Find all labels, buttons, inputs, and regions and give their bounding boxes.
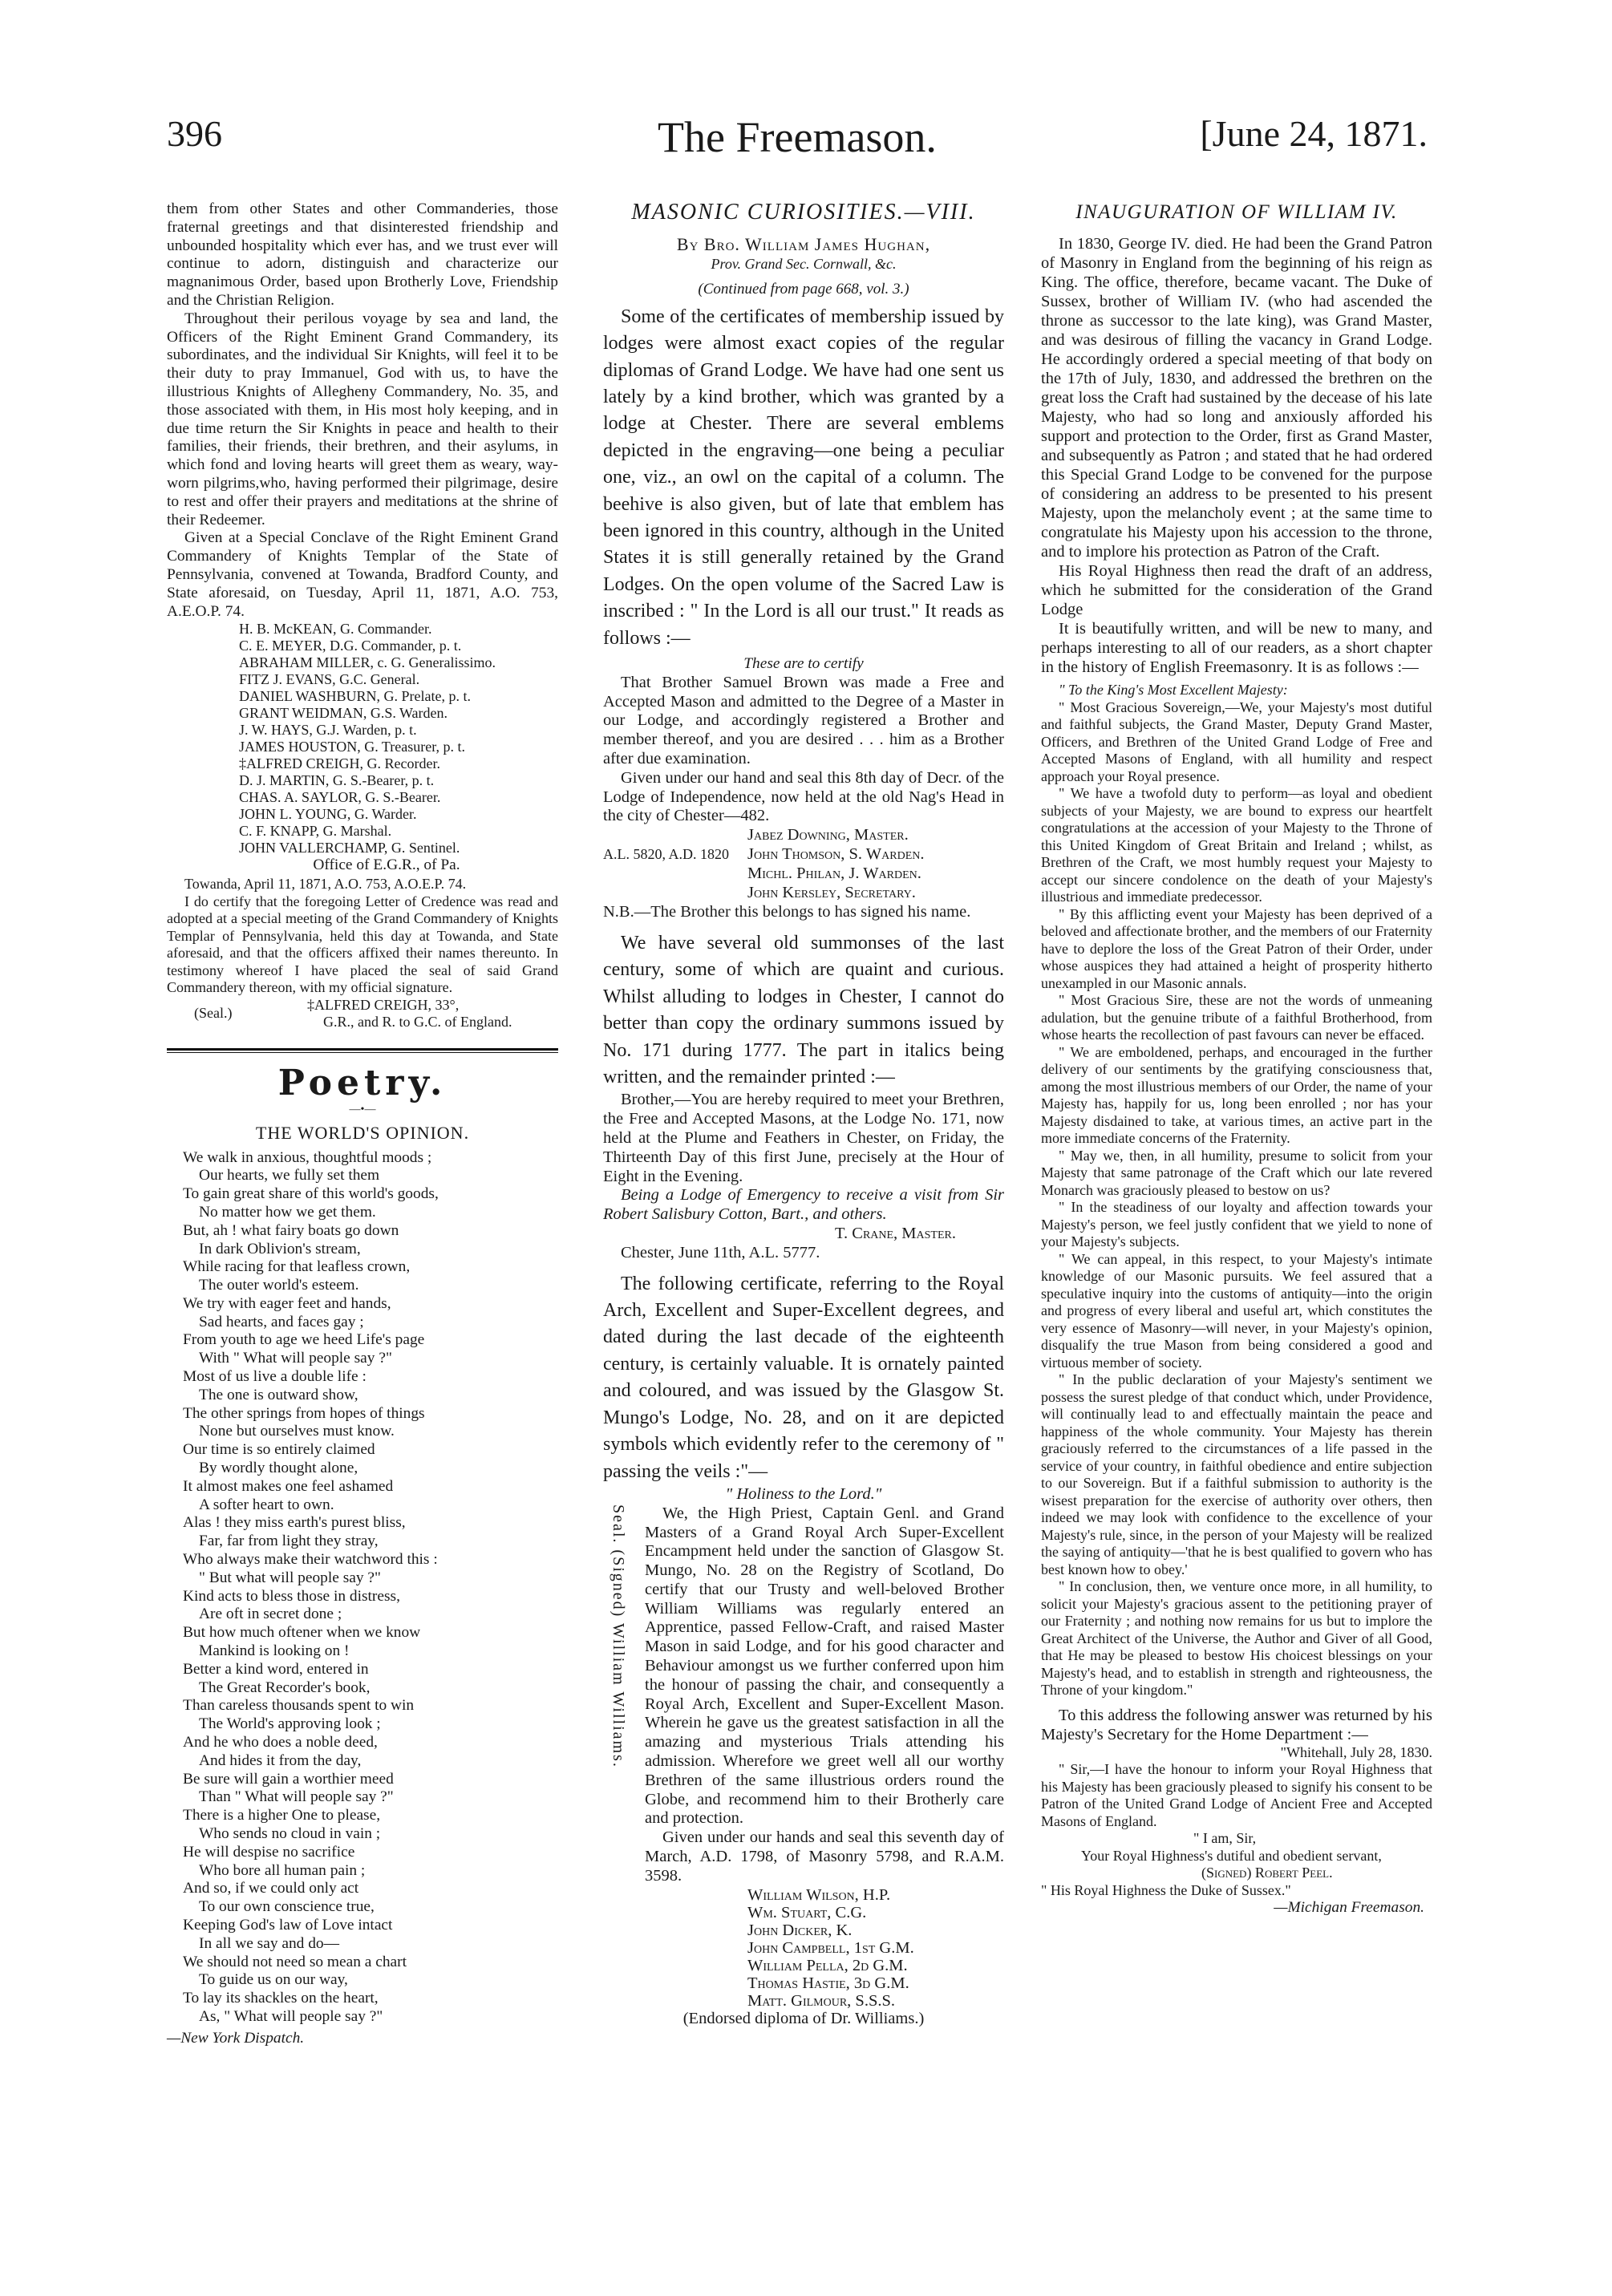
signatory: DANIEL WASHBURN, G. Prelate, p. t. — [239, 688, 471, 705]
column-2 — [603, 200, 1004, 2028]
poem-line: A softer heart to own. — [199, 1496, 334, 1513]
byline-affiliation: Prov. Grand Sec. Cornwall, &c. — [711, 256, 897, 272]
signatory: H. B. McKEAN, G. Commander. — [239, 621, 432, 638]
poem-line: In dark Oblivion's stream, — [199, 1240, 361, 1257]
signatory: FITZ J. EVANS, G.C. General. — [239, 671, 420, 688]
poem-line: Who bore all human pain ; — [199, 1861, 366, 1879]
signatory: JOHN L. YOUNG, G. Warder. — [239, 806, 417, 823]
address-heading: " To the King's Most Excellent Majesty: — [1059, 682, 1288, 698]
certificate-date: A.L. 5820, A.D. 1820 — [603, 846, 729, 863]
letter-signature: (Signed) Robert Peel. — [1201, 1865, 1333, 1881]
office-line: Office of E.G.R., of Pa. — [313, 856, 460, 874]
poem-line: And hides it from the day, — [199, 1751, 362, 1769]
summons-signature: T. Crane, Master. — [835, 1225, 956, 1243]
poem-line: The outer world's esteem. — [199, 1277, 359, 1294]
certificate-note: N.B.—The Brother this belongs to has signed his name. — [603, 903, 971, 921]
paragraph: them from other States and other Commanderies, those fraternal greetings and that disinterested friendship and unbounded hospitality which ever has, and we trust ever will continue to adorn, distinguish and characterize our magnanimous Order, based upon Brotherly Love, Friendship and the Christian Religion. — [167, 200, 558, 309]
masthead — [167, 112, 1428, 168]
article-source: —Michigan Freemason. — [1274, 1899, 1424, 1916]
summons-italic: Being a Lodge of Emergency to receive a visit from Sir Robert Salisbury Cotton, Bart., and others. — [603, 1186, 1004, 1224]
signatory: C. F. KNAPP, G. Marshal. — [239, 823, 392, 840]
article-title: MASONIC CURIOSITIES.—VIII. — [631, 200, 976, 225]
poem-line: None but ourselves must know. — [199, 1423, 395, 1440]
poem-line: Be sure will gain a worthier meed — [183, 1770, 394, 1788]
signatory: JAMES HOUSTON, G. Treasurer, p. t. — [239, 739, 465, 755]
poem-line: We walk in anxious, thoughtful moods ; — [183, 1148, 432, 1166]
paragraph: Throughout their perilous voyage by sea and land, the Officers of the Right Eminent Grand Commandery, its subordinates, and the individual Sir Knights, will feel it to be their duty to pray Immanuel, God with us, to have the illustrious Knights of Allegheny Commandery, No. 35, and those associated with them, in His most holy keeping, and in due time return the Sir Knights in peace and health to their families, their friends, their brethren, and their asylums, in which fond and loving hearts will greet them as weary, way-worn pilgrims,who, having performed their pilgrimage, desire to rest and offer their prayers and meditations at the shrine of their Redeemer. — [167, 310, 558, 528]
newspaper-title: The Freemason. — [658, 113, 937, 161]
poem-line: Are oft in secret done ; — [199, 1606, 342, 1623]
poem-source: —New York Dispatch. — [167, 2029, 305, 2047]
poem-title: THE WORLD'S OPINION. — [255, 1122, 470, 1143]
poem-line: In all we say and do— — [199, 1934, 340, 1952]
byline: By Bro. William James Hughan, — [676, 234, 931, 254]
address-paragraph: " Most Gracious Sire, these are not the words of unmeaning adulation, but the genuine tribute of a faithful Brotherhood, from whose hearts the recollection of past favours can never be effaced. — [1041, 992, 1432, 1043]
poem-line: To guide us on our way, — [199, 1971, 348, 1989]
royal-arch-certificate — [603, 1504, 1004, 1886]
signatory: GRANT WEIDMAN, G.S. Warden. — [239, 705, 448, 722]
poem-line: To our own conscience true, — [199, 1898, 375, 1916]
poem-line: Kind acts to bless those in distress, — [183, 1587, 400, 1605]
signatory: D. J. MARTIN, G. S.-Bearer, p. t. — [239, 772, 435, 789]
article-title: INAUGURATION OF WILLIAM IV. — [1075, 201, 1398, 223]
certificate-given: Given under our hand and seal this 8th day of Decr. of the Lodge of Independence, now held at the old Nag's Head in the city of Chester—482. — [603, 768, 1004, 825]
signature: Thomas Hastie, 3d G.M. — [747, 1974, 909, 1992]
certification: I do certify that the foregoing Letter of Credence was read and adopted at a special meeting of the Grand Commandery of Knights Templar of Pennsylvania, held this day at Towanda, and State aforesaid, and that the officers affixed their names thereunto. In testimony whereof I have placed the seal of said Grand Commandery thereon, with my official signature. — [167, 893, 558, 996]
answer-letter — [1041, 1744, 1432, 1900]
poem-line: There is a higher One to please, — [183, 1807, 381, 1824]
seal-signature — [167, 997, 558, 1034]
dateline: Towanda, April 11, 1871, A.O. 753, A.O.E.P. 74. — [184, 876, 467, 893]
signature-name: ‡ALFRED CREIGH, 33°, — [307, 996, 460, 1013]
signatory: CHAS. A. SAYLOR, G. S.-Bearer. — [239, 789, 441, 806]
signature: John Thomson, S. Warden. — [747, 845, 925, 864]
signature: William Wilson, H.P. — [747, 1885, 891, 1904]
address-paragraph: " May we, then, in all humility, presume to solicit from your Majesty that same patronage of the Craft which our late revered Monarch was graciously pleased to bestow on us? — [1041, 1147, 1432, 1198]
signatory: C. E. MEYER, D.G. Commander, p. t. — [239, 638, 462, 654]
poem-line: Keeping God's law of Love intact — [183, 1916, 393, 1934]
address-paragraph: " In the steadiness of our loyalty and affection towards your Majesty's person, we feel justly confident that we yield to none of your Majesty's subjects. — [1041, 1199, 1432, 1249]
poem-line: The one is outward show, — [199, 1386, 358, 1403]
paragraph: Given at a Special Conclave of the Right Eminent Grand Commandery of Knights Templar of the State of Pennsylvania, convened at Towanda, Bradford County, and State aforesaid, on Tuesday, April 11, 1871, A.O. 753, A.E.O.P. 74. — [167, 529, 558, 620]
poem-line: From youth to age we heed Life's page — [183, 1331, 425, 1349]
letter-closing: " I am, Sir, — [1193, 1830, 1257, 1846]
signature: John Campbell, 1st G.M. — [747, 1938, 914, 1957]
certificate-text: We, the High Priest, Captain Genl. and Grand Masters of a Grand Royal Arch Super-Excellent Encampment held under the sanction of Glasgow St. Mungo, No. 28 on the Registry of Scotland, Do certify that our Trusty and well-beloved Brother William Williams was regularly entered an Apprentice, passed Fellow-Craft, and raised Master Mason in said Lodge, and for his good character and Behaviour amongst us we further conferred upon him the honour of passing the chair, and consequently a Royal Arch, Excellent and Super-Excellent Mason. Wherein he gave us the greatest satisfaction in all the amazing and mysterious Trials attending his admission. Wherefore we greet well all our worthy Brethren of the same illustrious orders round the Globe, and recommend him to their Brotherly care and protection. — [645, 1504, 1004, 1828]
seal-text: Seal. (Signed) William Williams. — [610, 1504, 627, 1768]
poem-line: No matter how we get them. — [199, 1203, 376, 1221]
paragraph: Some of the certificates of membership issued by lodges were almost exact copies of the regular diplomas of Grand Lodge. We have had one sent us lately by a kind brother, which was granted by a lodge at Chester. There are several emblems depicted in the engraving—one being a peculiar one, viz., an owl on the capital of a column. The beehive is also given, but of late that emblem has been ignored in this country, although in the United States it is still generally retained by the Grand Lodges. On the open volume of the Sacred Law is inscribed : " In the Lord is all our trust." It reads as follows :— — [603, 306, 1004, 649]
poem-line: But how much oftener when we know — [183, 1624, 421, 1642]
address-paragraph: " In conclusion, then, we venture once more, in all humility, to solicit your Majesty's gracious assent to the petitioning prayer of our Fraternity ; and nothing now remains for us but to implore the Great Architect of the Universe, the Author and Giver of all Good, that He may be pleased to bestow His choicest blessings on your Majesty's head, and to establish in strength and righteousness, the Throne of your kingdom." — [1041, 1578, 1432, 1698]
address-paragraph: " By this afflicting event your Majesty has been deprived of a beloved and affectionate brother, and the members of our Fraternity have to deplore the loss of the Great Patron of their Order, under whose auspices they had attained a height of prosperity hitherto unexampled in our Masonic annals. — [1041, 905, 1432, 991]
signatory: J. W. HAYS, G.J. Warden, p. t. — [239, 722, 417, 739]
poem-line: We try with eager feet and hands, — [183, 1294, 391, 1312]
signature: Michl. Philan, J. Warden. — [747, 865, 921, 883]
poem-line: As, " What will people say ?" — [199, 2007, 383, 2025]
section-divider — [167, 1048, 558, 1051]
signature: Matt. Gilmour, S.S.S. — [747, 1991, 895, 2010]
poem — [167, 1149, 558, 2027]
royal-arch-signatures — [603, 1886, 1004, 2010]
address-paragraph: " We are emboldened, perhaps, and encouraged in the further delivery of our sentiments by the gratifying consciousness that, among the most illustrious members of our Order, the name of your Majesty has, happily for us, long been enrolled ; nor has your Majesty disdained to take, at various times, an active part in the more immediate concerns of the Fraternity. — [1041, 1043, 1432, 1146]
royal-arch-heading: " Holiness to the Lord." — [725, 1484, 882, 1503]
poem-line: " But what will people say ?" — [199, 1569, 381, 1586]
poetry-heading: Poetry. — [277, 1062, 448, 1103]
summons-date: Chester, June 11th, A.L. 5777. — [621, 1243, 820, 1261]
poem-line: Alas ! they miss earth's purest bliss, — [183, 1514, 406, 1532]
letter-recipient: " His Royal Highness the Duke of Sussex." — [1041, 1881, 1291, 1898]
column-1 — [167, 200, 558, 2048]
poem-line: Our hearts, we fully set them — [199, 1167, 380, 1184]
poem-line: And he who does a noble deed, — [183, 1734, 378, 1751]
poem-line: Who always make their watchword this : — [183, 1551, 438, 1569]
issue-date: [June 24, 1871. — [1200, 113, 1428, 154]
signature-title: G.R., and R. to G.C. of England. — [323, 1013, 512, 1030]
poem-line: Far, far from light they stray, — [199, 1533, 379, 1550]
certificate-signatures — [603, 826, 1004, 903]
signature: Jabez Downing, Master. — [747, 826, 909, 844]
poem-line: The Great Recorder's book, — [199, 1678, 371, 1696]
seal-label: (Seal.) — [194, 1004, 233, 1021]
paragraph: To this address the following answer was returned by his Majesty's Secretary for the Home Department :— — [1041, 1706, 1432, 1743]
poem-line: Sad hearts, and faces gay ; — [199, 1313, 364, 1330]
seal-signature-vertical — [603, 1504, 635, 1865]
address-body — [1041, 699, 1432, 1699]
poem-line: With " What will people say ?" — [199, 1350, 392, 1367]
poem-line: But, ah ! what fairy boats go down — [183, 1221, 399, 1239]
poem-line: The other springs from hopes of things — [183, 1404, 425, 1422]
column-3 — [1041, 200, 1432, 1917]
poem-line: To gain great share of this world's goods, — [183, 1185, 439, 1203]
poem-line: Than careless thousands spent to win — [183, 1697, 415, 1715]
poem-line: Mankind is looking on ! — [199, 1642, 350, 1660]
poem-line: Our time is so entirely claimed — [183, 1441, 375, 1459]
certificate-given: Given under our hands and seal this seventh day of March, A.D. 1798, of Masonry 5798, and R.A.M. 3598. — [645, 1828, 1004, 1885]
poem-line: He will despise no sacrifice — [183, 1843, 355, 1861]
poem-line: Who sends no cloud in vain ; — [199, 1825, 381, 1842]
poem-line: The World's approving look ; — [199, 1715, 381, 1733]
signatory: ABRAHAM MILLER, c. G. Generalissimo. — [239, 654, 496, 671]
poem-line: Better a kind word, entered in — [183, 1660, 369, 1678]
signatory: JOHN VALLERCHAMP, G. Sentinel. — [239, 840, 460, 856]
signature: Wm. Stuart, C.G. — [747, 1903, 867, 1921]
certificate-heading: These are to certify — [743, 655, 864, 673]
paragraph: In 1830, George IV. died. He had been the Grand Patron of Masonry in England from the beginning of his reign as King. The office, therefore, became vacant. The Duke of Sussex, brother of William IV. (who had ascended the throne as successor to the late king), was Grand Master, and was desirous of filling the vacancy in Grand Lodge. He accordingly ordered a special meeting of that body on the 17th of July, 1830, and addressed the brethren on the great loss the Craft had sustained by the decease of his late Majesty, who had so long and anxiously afforded his support and protection to the Order, first as Grand Master, and subsequently as Patron ; and stated that he had ordered this Special Grand Lodge to be convened for the purpose of considering an address to be presented to his present Majesty, upon the melancholy event ; at the same time to congratulate his Majesty upon his accession to the throne, and to implore his protection as Patron of the Craft. — [1041, 235, 1432, 561]
address-paragraph: " We can appeal, in this respect, to your Majesty's intimate knowledge of our Masonic pursuits. We feel assured that a speculative inquiry into the customs of antiquity—into the origin and progress of every liberal and useful art, which constitutes the very essence of Masonry—will never, in your Majesty's opinion, disqualify the true Mason from being considered a good and virtuous member of society. — [1041, 1250, 1432, 1371]
poem-line: And so, if we could only act — [183, 1880, 359, 1897]
paragraph: His Royal Highness then read the draft of an address, which he submitted for the consideration of the Grand Lodge — [1041, 562, 1432, 618]
continued-note: (Continued from page 668, vol. 3.) — [698, 281, 909, 298]
letter-date: "Whitehall, July 28, 1830. — [1280, 1743, 1432, 1760]
section-divider-thin — [167, 1052, 558, 1053]
poem-line: By wordly thought alone, — [199, 1460, 358, 1477]
poem-line: It almost makes one feel ashamed — [183, 1477, 394, 1495]
address-paragraph: " Most Gracious Sovereign,—We, your Majesty's most dutiful and faithful subjects, the Grand Master, Deputy Grand Master, Officers, and Brethren of the United Grand Lodge of Free and Accepted Masons of England, with all humility and respect approach your Royal presence. — [1041, 699, 1432, 784]
signature: William Pella, 2d G.M. — [747, 1956, 908, 1974]
signatory-list — [167, 621, 558, 856]
signatory: ‡ALFRED CREIGH, G. Recorder. — [239, 755, 440, 772]
letter-text: " Sir,—I have the honour to inform your Royal Highness that his Majesty has been graciously pleased to signify his consent to be Patron of the United Grand Lodge of Ancient Free and Accepted Masons of England. — [1041, 1761, 1432, 1829]
poem-line: Than " What will people say ?" — [199, 1788, 394, 1806]
page-number: 396 — [167, 113, 222, 154]
paragraph: The following certificate, referring to the Royal Arch, Excellent and Super-Excellent degrees, and dated during the last decade of the eighteenth century, is certainly valuable. It is ornately painted and coloured, and was issued by the Glasgow St. Mungo's Lodge, No. 28, and on it are depicted symbols which evidently refer to the ceremony of " passing the veils :"— — [603, 1273, 1004, 1482]
endorsement: (Endorsed diploma of Dr. Williams.) — [682, 2009, 925, 2027]
summons-text: Brother,—You are hereby required to meet your Brethren, the Free and Accepted Masons, at the Lodge No. 171, now held at the Plume and Feathers in Chester, on Friday, the Thirteenth Day of this first June, precisely at the Hour of Eight in the Evening. — [603, 1091, 1004, 1185]
signature: John Kersley, Secretary. — [747, 884, 916, 902]
poem-line: While racing for that leafless crown, — [183, 1258, 411, 1276]
paragraph: We have several old summonses of the last century, some of which are quaint and curious. Whilst alluding to lodges in Chester, I cannot do better than copy the ordinary summons issued by No. 171 during 1777. The part in italics being written, and the remainder printed :— — [603, 933, 1004, 1088]
poem-line: To lay its shackles on the heart, — [183, 1990, 379, 2007]
poem-line: We should not need so mean a chart — [183, 1953, 407, 1970]
paragraph: It is beautifully written, and will be new to many, and perhaps interesting to all of our readers, as a short chapter in the history of English Freemasonry. It is as follows :— — [1041, 620, 1432, 676]
letter-closing: Your Royal Highness's dutiful and obedient servant, — [1081, 1847, 1382, 1864]
ornament: —•— — [349, 1103, 376, 1116]
address-paragraph: " In the public declaration of your Majesty's sentiment we possess the surest pledge of that conduct which, under Providence, will continually lead to and effectually maintain the peace and happiness of the whole community. Your Majesty has therein graciously referred to the circumstances of a life passed in the service of your country, in faithful obedience and entire subjection to our Sovereign. But if a faithful submission to authority is the wisest preparation for the exercise of authority over others, then indeed we may look with confidence to the excellence of your Majesty's rule, since, in the person of your Majesty will be realized the saying of antiquity—'that he is best qualified to govern who has best known how to obey.' — [1041, 1371, 1432, 1577]
poem-line: Most of us live a double life : — [183, 1368, 367, 1386]
address-paragraph: " We have a twofold duty to perform—as loyal and obedient subjects of your Majesty, we are bound to express our heartfelt congratulations at the accession of your Majesty to the Throne of this United Kingdom of Great Britain and Ireland ; whilst, as Brethren of the Craft, we most humbly request your Majesty to accept our sincere condolence on the death of your Majesty's illustrious and immediate predecessor. — [1041, 785, 1432, 905]
certificate-text: That Brother Samuel Brown was made a Free and Accepted Mason and admitted to the Degree of a Master in our Lodge, and accordingly registered a Brother and member thereof, and you are desired . . . him as a Brother after due examination. — [603, 673, 1004, 768]
signature: John Dicker, K. — [747, 1921, 853, 1939]
